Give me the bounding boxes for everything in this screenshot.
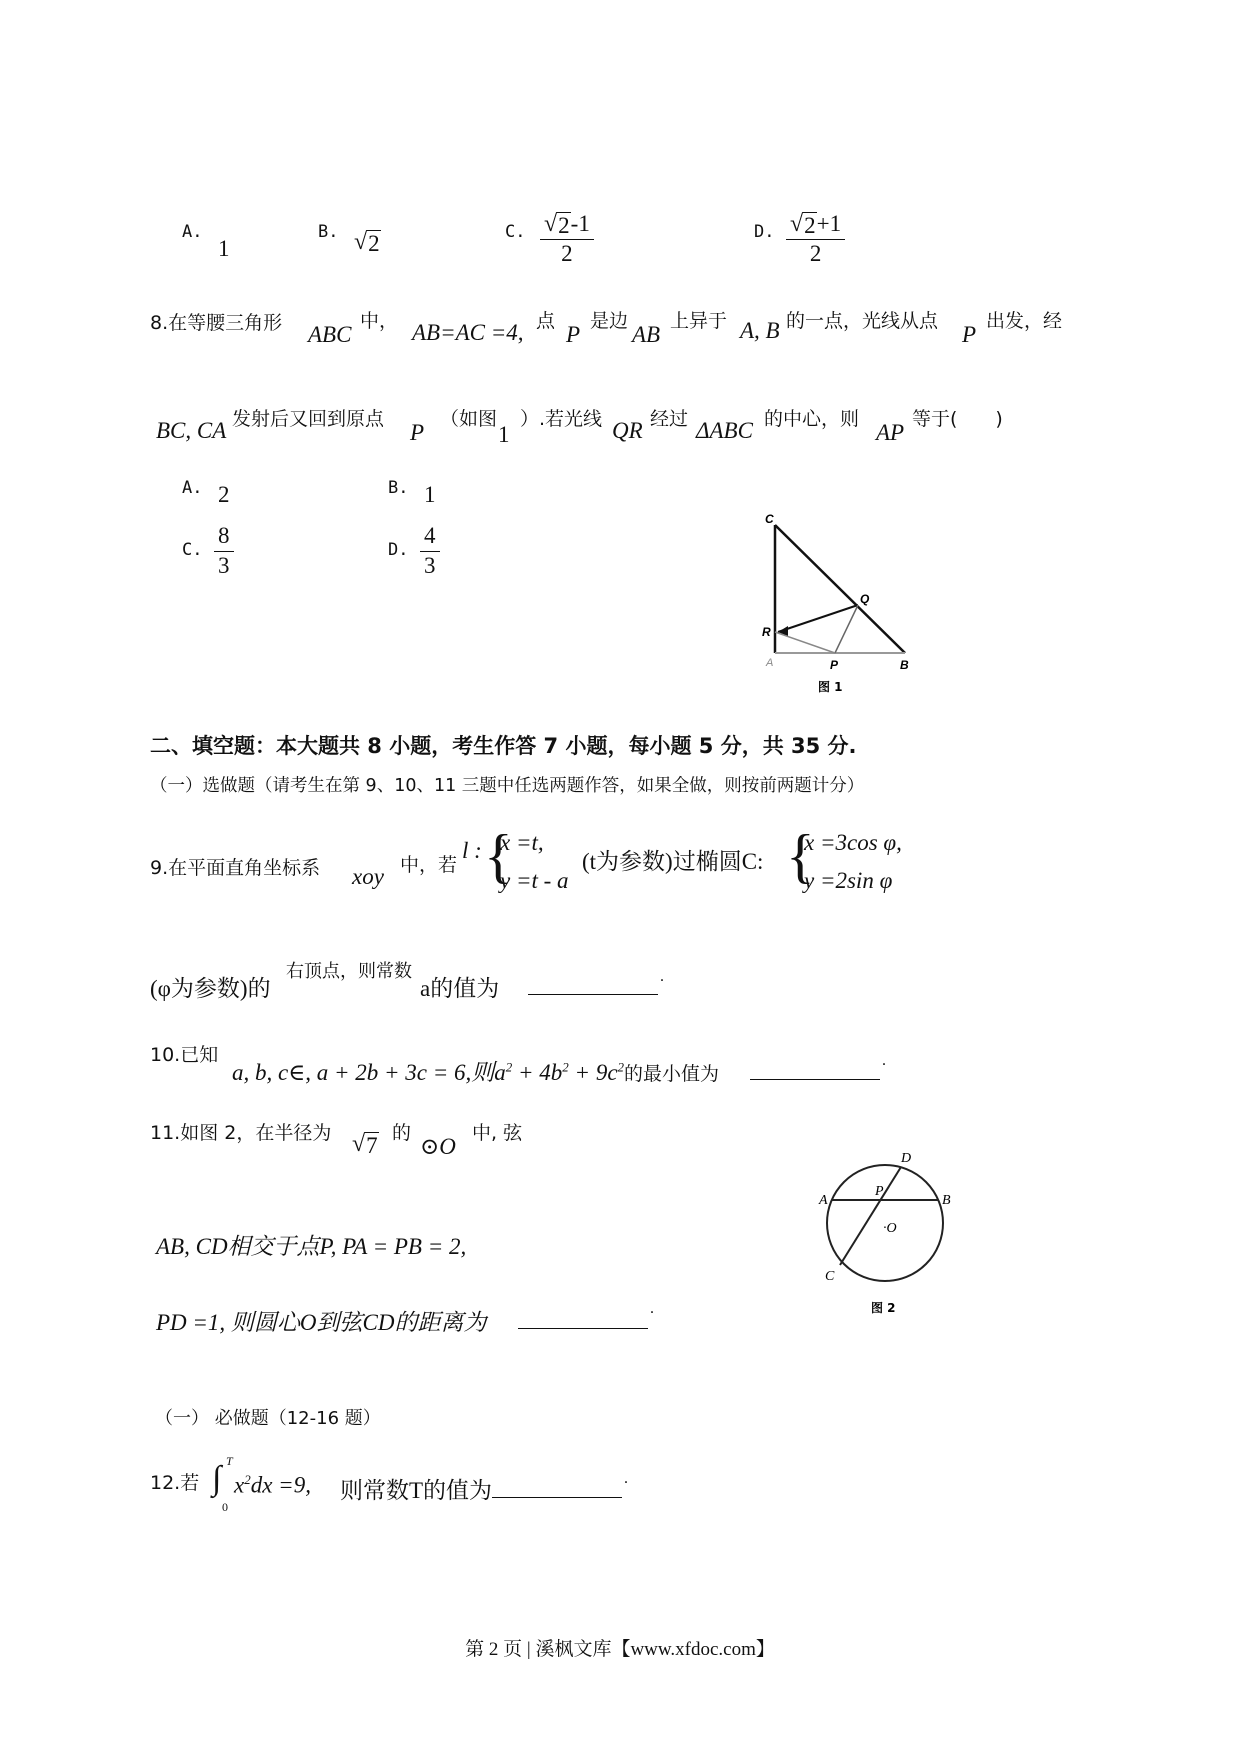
figure-1-label-b: B bbox=[900, 658, 909, 672]
q8-text: 点 bbox=[536, 310, 556, 332]
q8-math: P bbox=[566, 322, 581, 347]
q8-text: 8.在等腰三角形 bbox=[150, 312, 283, 334]
q9-line-eq2: y =t - a bbox=[500, 868, 569, 893]
figure-2-label-c: C bbox=[825, 1269, 835, 1284]
q8-math: AB=AC =4, bbox=[412, 320, 524, 345]
q7-option-a-label: A. bbox=[182, 222, 203, 242]
q8-math: ABC bbox=[308, 322, 352, 347]
q11-end: . bbox=[650, 1300, 654, 1317]
q8-math: ΔABC bbox=[696, 418, 753, 443]
q12-answer-blank bbox=[492, 1486, 622, 1505]
q8-math: AP bbox=[876, 420, 905, 445]
q9-line-eq1: x =t, bbox=[500, 830, 544, 855]
q10-answer-blank bbox=[750, 1068, 880, 1087]
q11-line3: PD =1, 则圆心O到弦CD的距离为 bbox=[156, 1310, 487, 1335]
q12-lower-limit: 0 bbox=[222, 1500, 228, 1514]
q12-text: 则常数T的值为 bbox=[340, 1478, 493, 1503]
q8-text: 发射后又回到原点 bbox=[232, 408, 385, 430]
q12-integral-sign: ∫ bbox=[212, 1460, 222, 1497]
q8-text: （如图 bbox=[440, 408, 498, 430]
q9-math-xoy: xoy bbox=[352, 864, 384, 889]
page-footer: 第 2 页 | 溪枫文库【www.xfdoc.com】 bbox=[465, 1639, 775, 1660]
q9-answer-blank bbox=[528, 983, 658, 1002]
figure-2-label-a: A bbox=[819, 1193, 828, 1208]
q11-answer-blank bbox=[518, 1317, 648, 1336]
q8-option-a-label: A. bbox=[182, 478, 203, 498]
q8-option-d-label: D. bbox=[388, 540, 409, 560]
q9-brace-l: { bbox=[484, 823, 513, 889]
q10-math: a, b, c∈, a + 2b + 3c = 6,则$a^2 + 4b^2 + 9c^2$的最小值为 bbox=[232, 1059, 720, 1085]
q8-math: P bbox=[410, 420, 425, 445]
q8-text: 是边 bbox=[590, 310, 629, 332]
q9-line2-text: a的值为 bbox=[420, 976, 500, 1001]
figure-1-label-a: A bbox=[766, 657, 774, 669]
q11-circle: ⊙O bbox=[420, 1134, 456, 1159]
q7-option-d-fraction: √ 2 +1 2 bbox=[786, 210, 845, 269]
figure-2 bbox=[815, 1140, 965, 1320]
q11-text: 中, 弦 bbox=[472, 1122, 523, 1144]
q10-end: . bbox=[882, 1052, 886, 1069]
q8-math: P bbox=[962, 322, 977, 347]
q9-text: 中，若 bbox=[400, 854, 458, 876]
q9-ellipse-eq1: x =3cos φ, bbox=[804, 830, 902, 855]
q9-brace-c: { bbox=[786, 823, 815, 889]
q10-text: 10.已知 bbox=[150, 1044, 219, 1066]
q8-math: AB bbox=[632, 322, 661, 347]
figure-2-label-d: D bbox=[901, 1151, 912, 1166]
q8-option-c-fraction: $\frac{8}{3}$ bbox=[214, 522, 234, 581]
q7-option-b-value: √ 2 bbox=[354, 229, 380, 256]
figure-1 bbox=[750, 505, 960, 705]
q8-text: 的一点，光线从点 bbox=[786, 310, 939, 332]
q8-math: 1 bbox=[498, 422, 510, 447]
figure-1-label-p: P bbox=[830, 658, 839, 672]
q12-upper-limit: T bbox=[226, 1454, 233, 1468]
figure-1-label-c: C bbox=[765, 512, 774, 526]
q12-end: . bbox=[624, 1470, 628, 1487]
q8-text: 上异于 bbox=[670, 310, 728, 332]
q7-option-c-fraction: √ 2 -1 2 bbox=[540, 210, 594, 269]
figure-2-label-o: ·O bbox=[883, 1221, 897, 1236]
q9-text: (t为参数)过椭圆C: bbox=[582, 849, 764, 874]
q12-math: $x^2dx =9$, bbox=[234, 1472, 311, 1498]
q9-ellipse-eq2: y =2sin φ bbox=[804, 868, 893, 893]
q8-option-a-value: 2 bbox=[218, 482, 230, 507]
q9-text: 9.在平面直角坐标系 bbox=[150, 857, 321, 879]
figure-1-label-r: R bbox=[762, 625, 771, 639]
q9-line2-text: 右顶点，则常数 bbox=[286, 961, 412, 982]
q8-option-b-value: 1 bbox=[424, 482, 436, 507]
figure-2-caption: 图 2 bbox=[871, 1301, 896, 1315]
q11-radius: √ 7 bbox=[352, 1131, 378, 1158]
figure-1-ray-rp bbox=[775, 632, 835, 653]
figure-2-chord-cd bbox=[840, 1167, 901, 1265]
figure-1-caption: 图 1 bbox=[818, 680, 843, 694]
q7-option-d-label: D. bbox=[754, 222, 775, 242]
figure-2-label-p: P bbox=[875, 1184, 884, 1199]
q11-line2: AB, CD相交于点P, PA = PB = 2, bbox=[156, 1234, 467, 1259]
q11-text: 11.如图 2，在半径为 bbox=[150, 1122, 332, 1144]
q7-option-b-label: B. bbox=[318, 222, 339, 242]
section-2-heading: 二、填空题：本大题共 8 小题，考生作答 7 小题，每小题 5 分，共 35 分. bbox=[150, 734, 857, 758]
q9-line-label: l : bbox=[462, 838, 482, 863]
q8-math: BC, CA bbox=[156, 418, 227, 443]
q8-option-b-label: B. bbox=[388, 478, 409, 498]
q11-text: 的 bbox=[392, 1122, 412, 1144]
q8-text: 等于( ) bbox=[912, 408, 1003, 430]
q8-option-c-label: C. bbox=[182, 540, 203, 560]
q7-option-a-value: 1 bbox=[218, 236, 230, 261]
q8-text: ）.若光线 bbox=[520, 408, 603, 430]
q12-text: 12.若 bbox=[150, 1472, 200, 1494]
q8-text: 的中心，则 bbox=[764, 408, 860, 430]
figure-2-label-b: B bbox=[942, 1193, 951, 1208]
section-2b-subheading: （一） 必做题（12-16 题） bbox=[155, 1408, 381, 1429]
figure-1-ray-qr bbox=[778, 605, 858, 632]
q8-option-d-fraction: $\frac{4}{3}$ bbox=[420, 522, 440, 581]
q8-text: 出发，经 bbox=[986, 310, 1063, 332]
q8-math: A, B bbox=[740, 318, 780, 343]
q9-line2-text: (φ为参数)的 bbox=[150, 976, 271, 1001]
figure-1-label-q: Q bbox=[860, 592, 870, 606]
q8-math: QR bbox=[612, 418, 643, 443]
q7-option-c-label: C. bbox=[505, 222, 526, 242]
figure-1-side-cb bbox=[775, 525, 905, 653]
q9-end: . bbox=[660, 968, 664, 985]
q8-text: 中， bbox=[360, 310, 399, 332]
q8-text: 经过 bbox=[650, 408, 689, 430]
section-2-subheading: （一）选做题（请考生在第 9、10、11 三题中任选两题作答，如果全做，则按前两题计分） bbox=[150, 776, 865, 796]
